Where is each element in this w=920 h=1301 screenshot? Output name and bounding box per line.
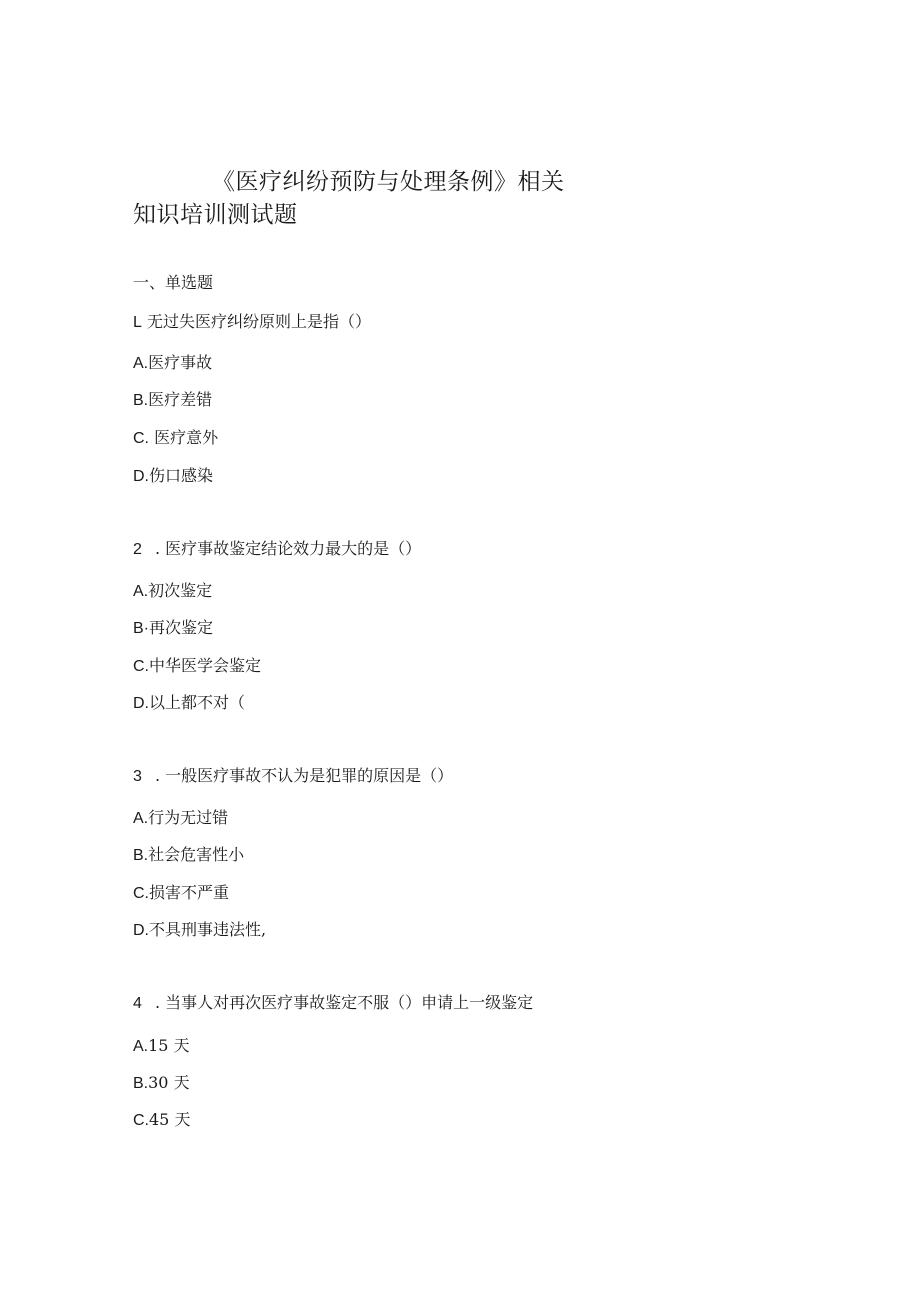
option-text: 30 天 [148, 1073, 190, 1092]
option-letter: B. [133, 392, 149, 409]
option-letter: D. [133, 695, 149, 712]
option-letter: A. [133, 355, 149, 372]
section-heading: 一、单选题 [133, 273, 214, 292]
option-text: 医疗意外 [149, 428, 219, 447]
question-4-option-b [133, 1070, 190, 1093]
option-letter: C. [133, 885, 149, 902]
question-2 [133, 536, 421, 559]
question-4-option-a [133, 1033, 190, 1056]
option-letter: C. [133, 658, 149, 675]
option-letter: D. [133, 468, 149, 485]
question-text: . 当事人对再次医疗事故鉴定不服（）申请上一级鉴定 [155, 993, 534, 1012]
option-letter: B. [133, 1075, 149, 1092]
question-2-option-d [133, 690, 245, 713]
option-letter: C. [133, 1112, 149, 1129]
question-3 [133, 763, 453, 786]
question-1 [133, 309, 371, 332]
option-text: 15 天 [148, 1036, 190, 1055]
option-letter: B· [133, 620, 149, 637]
option-text: 医疗差错 [148, 390, 213, 409]
option-text: 伤口感染 [149, 466, 214, 485]
option-letter: C. [133, 430, 149, 447]
option-letter: A. [133, 1038, 149, 1055]
question-1-option-c [133, 425, 218, 448]
question-1-option-d [133, 463, 213, 486]
question-4 [133, 990, 533, 1013]
question-3-option-b [133, 842, 244, 865]
option-text: 再次鉴定 [149, 618, 214, 637]
question-4-option-c [133, 1107, 190, 1130]
question-1-option-a [133, 350, 212, 373]
document-title-line1: 《医疗纠纷预防与处理条例》相关 [212, 169, 565, 195]
question-1-option-b [133, 387, 212, 410]
question-number: 3 [133, 768, 142, 785]
question-3-option-c [133, 880, 229, 903]
option-text: 以上都不对（ [149, 693, 246, 712]
option-letter: B. [133, 847, 149, 864]
question-number: 2 [133, 541, 142, 558]
question-text: . 一般医疗事故不认为是犯罪的原因是（） [155, 766, 454, 785]
option-letter: A. [133, 583, 149, 600]
option-text: 损害不严重 [149, 883, 230, 902]
question-text: 无过失医疗纠纷原则上是指（） [141, 312, 371, 331]
option-letter: A. [133, 810, 149, 827]
question-number: L [133, 314, 142, 331]
option-text: 中华医学会鉴定 [149, 656, 262, 675]
document-title-line2: 知识培训测试题 [133, 202, 298, 228]
option-text: 不具刑事违法性, [149, 920, 267, 939]
question-2-option-a [133, 578, 212, 601]
question-number: 4 [133, 995, 142, 1012]
question-3-option-d [133, 917, 266, 940]
question-2-option-b [133, 615, 213, 638]
option-text: 医疗事故 [148, 353, 213, 372]
option-text: 行为无过错 [148, 808, 229, 827]
question-3-option-a [133, 805, 228, 828]
question-text: . 医疗事故鉴定结论效力最大的是（） [155, 539, 422, 558]
option-letter: D. [133, 922, 149, 939]
option-text: 社会危害性小 [148, 845, 245, 864]
question-2-option-c [133, 653, 261, 676]
option-text: 45 天 [149, 1110, 191, 1129]
option-text: 初次鉴定 [148, 581, 213, 600]
